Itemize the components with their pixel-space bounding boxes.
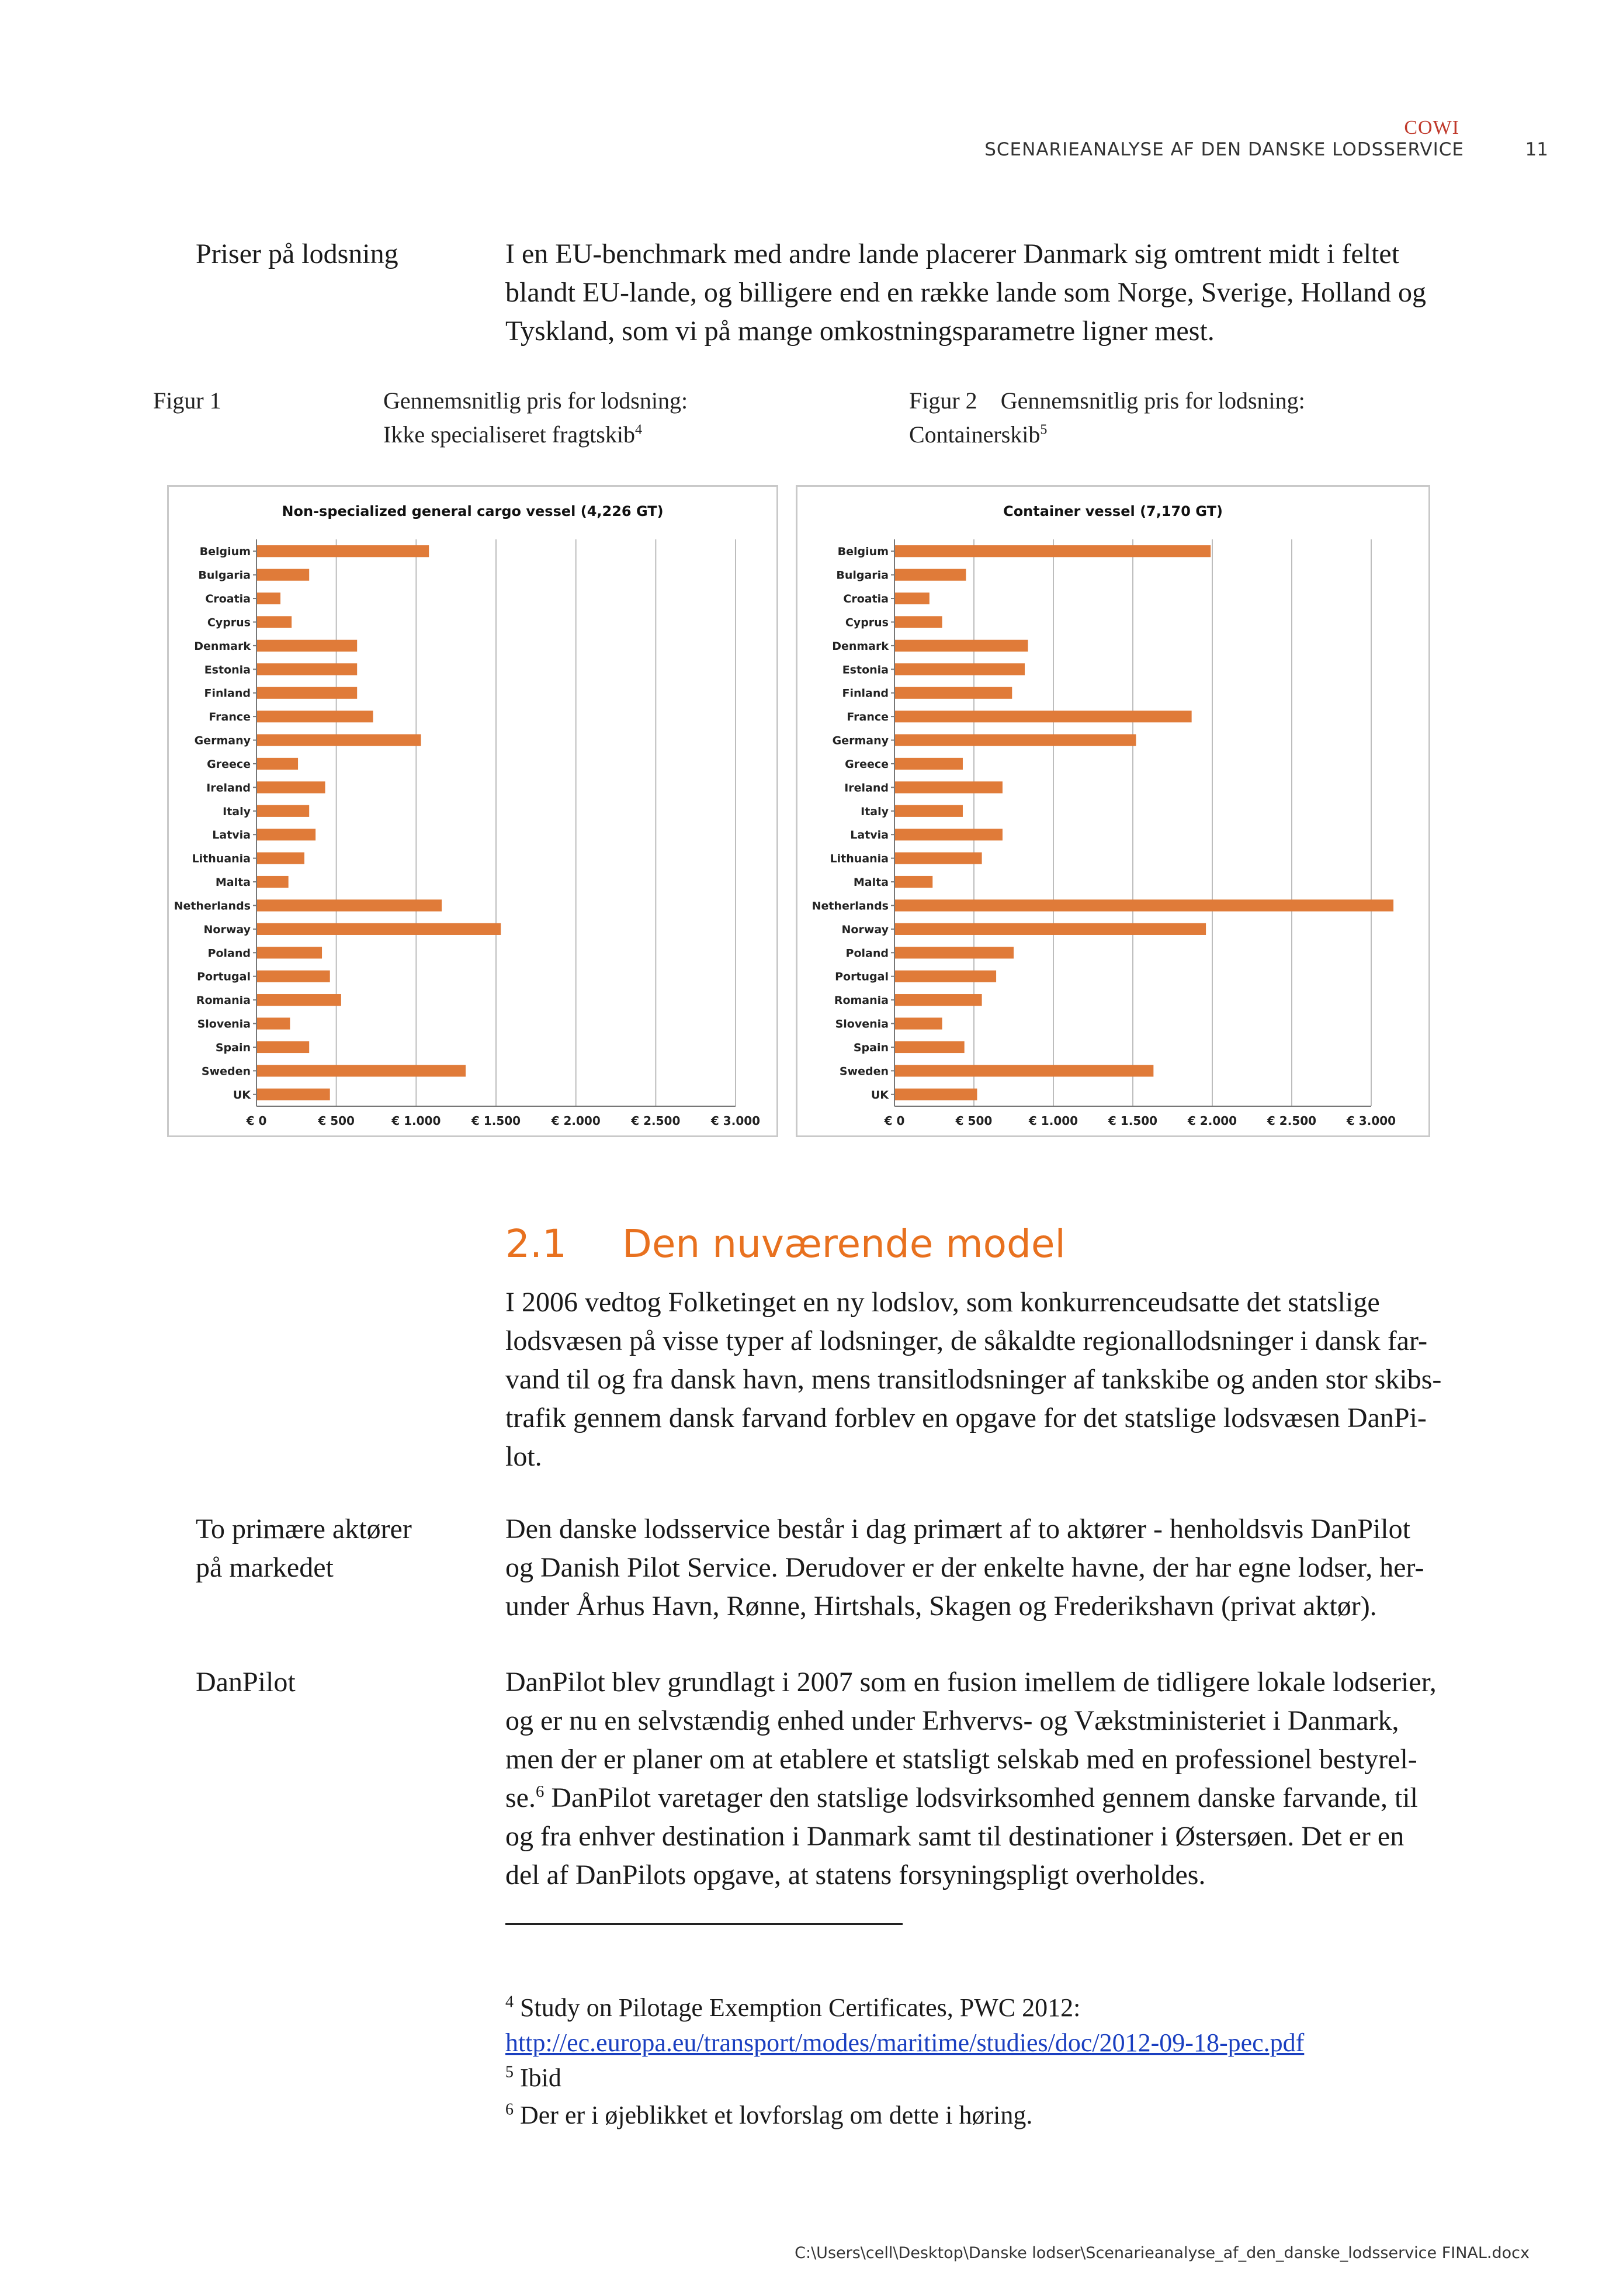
category-label: Netherlands <box>812 899 889 913</box>
bar-italy <box>257 805 309 817</box>
category-label: Slovenia <box>197 1017 251 1031</box>
bar-lithuania <box>257 853 304 864</box>
paragraph-prices <box>505 235 1510 351</box>
category-label: Cyprus <box>207 616 251 629</box>
bar-france <box>257 711 373 722</box>
text-line: og fra enhver destination i Danmark samt til destinationer i Østersøen. Det er en <box>505 1821 1404 1852</box>
section-title: Den nuværende model <box>622 1221 1066 1266</box>
category-label: Cyprus <box>845 616 889 629</box>
footnote-4: $^4$ Study on Pilotage Exemption Certificates, PWC 2012: <box>505 1993 1081 2022</box>
x-tick-label: € 1.500 <box>1108 1114 1158 1128</box>
bar-norway <box>257 923 501 935</box>
bar-norway <box>895 923 1206 935</box>
footnote-ref[interactable]: 5 <box>1040 422 1048 438</box>
category-label: Lithuania <box>830 852 889 865</box>
bar-croatia <box>257 593 280 604</box>
chart-1-frame <box>167 485 778 1137</box>
category-label: Ireland <box>844 781 889 795</box>
category-label: Finland <box>842 687 889 700</box>
x-tick-label: € 1.000 <box>1028 1114 1078 1128</box>
bar-slovenia <box>257 1017 290 1029</box>
footnote-6: $^6$ Der er i øjeblikket et lovforslag om dette i høring. <box>505 2100 1033 2129</box>
bar-uk <box>257 1089 330 1100</box>
x-tick-label: € 1.500 <box>471 1114 521 1128</box>
figure-2-caption-line1: Figur 2 Gennemsnitlig pris for lodsning: <box>909 387 1305 414</box>
bar-sweden <box>257 1065 466 1076</box>
side-label-prices: Priser på lodsning <box>196 238 398 269</box>
category-label: Greece <box>207 757 251 771</box>
bar-denmark <box>895 640 1028 652</box>
category-label: Italy <box>223 805 251 818</box>
category-label: Lithuania <box>192 852 251 865</box>
text-line: og Danish Pilot Service. Derudover er der enkelte havne, der har egne lodser, her- <box>505 1552 1424 1583</box>
category-label: Sweden <box>839 1065 889 1078</box>
category-label: Spain <box>215 1041 251 1054</box>
bar-cyprus <box>257 616 292 628</box>
footnote-4-link[interactable]: http://ec.europa.eu/transport/modes/maritime/studies/doc/2012-09-18-pec.pdf <box>505 2028 1305 2057</box>
bar-netherlands <box>895 899 1393 911</box>
text-line: lodsvæsen på visse typer af lodsninger, de såkaldte regionallodsninger i dansk far- <box>505 1325 1428 1356</box>
text-line: lot. <box>505 1441 542 1472</box>
text-line: og er nu en selvstændig enhed under Erhvervs- og Vækstministeriet i Danmark, <box>505 1705 1399 1736</box>
x-tick-label: € 500 <box>955 1114 993 1128</box>
category-label: Norway <box>203 923 251 936</box>
paragraph-actors <box>505 1510 1510 1626</box>
category-label: Denmark <box>194 639 251 653</box>
figure-2-label: Figur 2 <box>909 387 977 414</box>
footnote-4-link-line <box>505 2025 1304 2060</box>
figure-1-caption-line2: Ikke specialiseret fragtskib$^4$ <box>383 421 642 448</box>
bar-spain <box>895 1041 965 1053</box>
bar-bulgaria <box>257 569 309 581</box>
x-tick-label: € 500 <box>318 1114 355 1128</box>
category-label: Germany <box>832 734 889 747</box>
category-label: Norway <box>841 923 889 936</box>
category-label: Latvia <box>212 829 251 842</box>
bar-belgium <box>895 545 1211 557</box>
bar-latvia <box>257 829 315 840</box>
x-tick-label: € 2.000 <box>1187 1114 1237 1128</box>
bar-poland <box>257 947 322 958</box>
document-title: SCENARIEANALYSE AF DEN DANSKE LODSSERVICE <box>984 139 1464 160</box>
bar-uk <box>895 1089 977 1100</box>
text-line: men der er planer om at etablere et statsligt selskab med en professionel bestyrel- <box>505 1744 1417 1775</box>
category-label: Sweden <box>201 1065 251 1078</box>
category-label: Bulgaria <box>198 569 251 582</box>
file-path: C:\Users\cell\Desktop\Danske lodser\Scenarieanalyse_af_den_danske_lodsservice FINAL.docx <box>795 2244 1530 2262</box>
category-label: Romania <box>834 994 889 1007</box>
section-heading <box>505 1221 1066 1266</box>
text-line: vand til og fra dansk havn, mens transitlodsninger af tankskibe og anden stor skibs- <box>505 1364 1442 1395</box>
bar-romania <box>257 994 341 1006</box>
footnote-separator <box>505 1923 903 1925</box>
category-label: France <box>847 711 889 724</box>
category-label: Spain <box>853 1041 889 1054</box>
category-label: Slovenia <box>835 1017 889 1031</box>
bar-malta <box>257 876 289 888</box>
text-line: se.$^6$ DanPilot varetager den statslige lodsvirksomhed gennem danske farvande, til <box>505 1782 1418 1813</box>
side-label-actors <box>196 1510 412 1587</box>
x-tick-label: € 0 <box>884 1114 905 1128</box>
bar-croatia <box>895 593 930 604</box>
bar-sweden <box>895 1065 1153 1076</box>
bar-italy <box>895 805 963 817</box>
category-label: UK <box>871 1088 889 1102</box>
bar-greece <box>257 758 298 770</box>
bar-belgium <box>257 545 429 557</box>
category-label: Malta <box>853 876 889 889</box>
text-line: I 2006 vedtog Folketinget en ny lodslov, som konkurrenceudsatte det statslige <box>505 1287 1380 1318</box>
chart-2-frame <box>796 485 1430 1137</box>
category-label: Ireland <box>206 781 251 795</box>
company-logo: COWI <box>1404 117 1459 138</box>
bar-romania <box>895 994 982 1006</box>
chart-general-cargo <box>169 487 776 1135</box>
bar-germany <box>895 734 1136 746</box>
category-label: Italy <box>861 805 889 818</box>
bar-portugal <box>895 971 996 982</box>
bar-finland <box>895 687 1012 699</box>
paragraph-danpilot <box>505 1663 1510 1895</box>
text-line: under Århus Havn, Rønne, Hirtshals, Skagen og Frederikshavn (privat aktør). <box>505 1591 1377 1622</box>
category-label: Portugal <box>835 970 889 983</box>
bar-ireland <box>895 781 1003 793</box>
category-label: Finland <box>204 687 251 700</box>
bar-france <box>895 711 1192 722</box>
text-line: del af DanPilots opgave, at statens forsyningspligt overholdes. <box>505 1859 1206 1890</box>
x-tick-label: € 3.000 <box>710 1114 761 1128</box>
bar-estonia <box>895 663 1025 675</box>
side-label-danpilot: DanPilot <box>196 1667 296 1698</box>
text-line: trafik gennem dansk farvand forblev en opgave for det statslige lodsvæsen DanPi- <box>505 1402 1427 1433</box>
bar-estonia <box>257 663 357 675</box>
category-label: Netherlands <box>174 899 251 913</box>
category-label: Denmark <box>832 639 889 653</box>
x-tick-label: € 2.500 <box>1267 1114 1317 1128</box>
category-label: Poland <box>845 947 889 960</box>
category-label: Bulgaria <box>836 569 889 582</box>
category-label: UK <box>233 1088 251 1102</box>
text-line: To primære aktører <box>196 1514 412 1544</box>
footnote-ref[interactable]: 4 <box>634 422 642 438</box>
category-label: Estonia <box>842 663 889 677</box>
text-line: I en EU-benchmark med andre lande placerer Danmark sig omtrent midt i feltet <box>505 238 1400 269</box>
bar-slovenia <box>895 1017 942 1029</box>
bar-netherlands <box>257 899 442 911</box>
category-label: Belgium <box>199 545 251 559</box>
category-label: Latvia <box>850 829 889 842</box>
category-label: Portugal <box>197 970 251 983</box>
chart-title: Container vessel (7,170 GT) <box>1003 503 1223 520</box>
bar-poland <box>895 947 1014 958</box>
text-line: DanPilot blev grundlagt i 2007 som en fusion imellem de tidligere lokale lodserier, <box>505 1667 1437 1698</box>
bar-bulgaria <box>895 569 966 581</box>
x-tick-label: € 3.000 <box>1346 1114 1396 1128</box>
category-label: Belgium <box>837 545 889 559</box>
bar-cyprus <box>895 616 942 628</box>
bar-malta <box>895 876 932 888</box>
page-number: 11 <box>1525 139 1548 160</box>
category-label: France <box>209 711 251 724</box>
bar-lithuania <box>895 853 982 864</box>
bar-germany <box>257 734 421 746</box>
x-tick-label: € 2.500 <box>631 1114 681 1128</box>
bar-latvia <box>895 829 1003 840</box>
text-line: blandt EU-lande, og billigere end en række lande som Norge, Sverige, Holland og <box>505 277 1427 308</box>
text-line: Den danske lodsservice består i dag primært af to aktører - henholdsvis DanPilot <box>505 1514 1410 1544</box>
category-label: Romania <box>196 994 251 1007</box>
category-label: Croatia <box>843 593 889 606</box>
category-label: Germany <box>194 734 251 747</box>
footnote-ref[interactable]: 6 <box>535 1782 545 1801</box>
bar-portugal <box>257 971 330 982</box>
section-number: 2.1 <box>505 1221 567 1266</box>
bar-finland <box>257 687 357 699</box>
bar-greece <box>895 758 963 770</box>
chart-title: Non-specialized general cargo vessel (4,226 GT) <box>282 503 664 520</box>
category-label: Estonia <box>204 663 251 677</box>
text-line: på markedet <box>196 1552 334 1583</box>
figure-1-label: Figur 1 <box>153 387 221 414</box>
text-line: Tyskland, som vi på mange omkostningsparametre ligner mest. <box>505 316 1215 347</box>
footnote-5: $^5$ Ibid <box>505 2063 561 2092</box>
x-tick-label: € 2.000 <box>551 1114 601 1128</box>
bar-ireland <box>257 781 325 793</box>
bar-denmark <box>257 640 357 652</box>
bar-spain <box>257 1041 309 1053</box>
category-label: Poland <box>207 947 251 960</box>
category-label: Greece <box>845 757 889 771</box>
paragraph-current-model <box>505 1283 1510 1476</box>
category-label: Croatia <box>205 593 251 606</box>
x-tick-label: € 0 <box>246 1114 267 1128</box>
figure-1-caption-line1: Gennemsnitlig pris for lodsning: <box>383 387 688 414</box>
x-tick-label: € 1.000 <box>391 1114 441 1128</box>
chart-container-vessel <box>797 487 1428 1135</box>
category-label: Malta <box>215 876 251 889</box>
figure-2-caption-line2: Containerskib$^5$ <box>909 421 1048 448</box>
